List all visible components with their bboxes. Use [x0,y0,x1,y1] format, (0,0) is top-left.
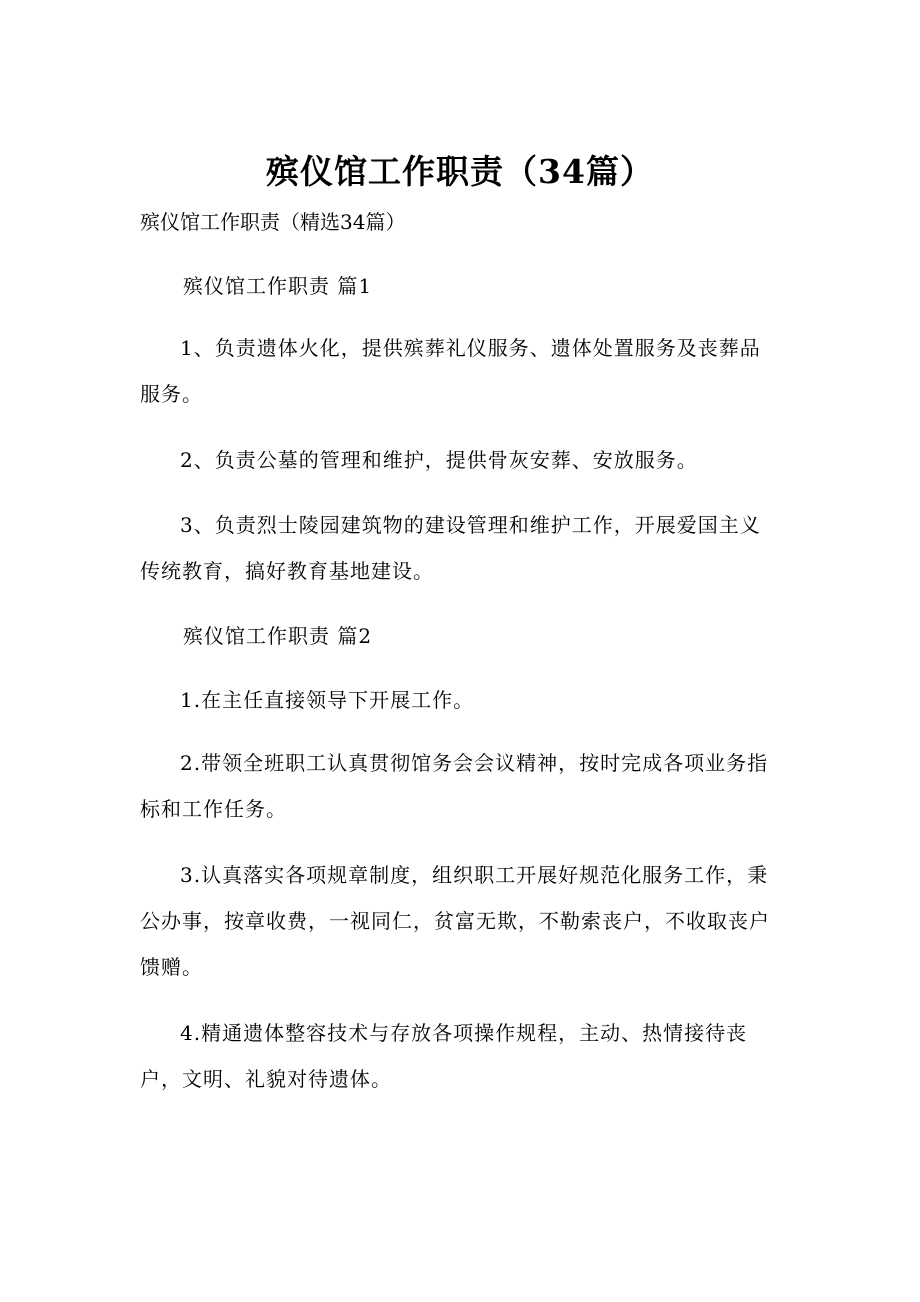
section1-item-1: 1、负责遗体火化，提供殡葬礼仪服务、遗体处置服务及丧葬品服务。 [140,336,761,406]
section2-item-1: 1.在主任直接领导下开展工作。 [180,688,475,712]
section2-item-3: 3.认真落实各项规章制度，组织职工开展好规范化服务工作，秉公办事，按章收费，一视同仁，贫富无欺，不勒索丧户，不收取丧户馈赠。 [140,863,770,979]
document-subtitle: 殡仪馆工作职责（精选34篇） [140,210,406,234]
section1-item-3: 3、负责烈士陵园建筑物的建设管理和维护工作，开展爱国主义传统教育，搞好教育基地建设。 [140,513,761,583]
section-heading-1: 殡仪馆工作职责 篇1 [183,274,373,298]
section1-item-2: 2、负责公墓的管理和维护，提供骨灰安葬、安放服务。 [180,448,698,472]
section2-item-2: 2.带领全班职工认真贯彻馆务会会议精神，按时完成各项业务指标和工作任务。 [140,751,769,821]
document-title: 殡仪馆工作职责（34篇） [266,152,654,191]
section2-item-4: 4.精通遗体整容技术与存放各项操作规程，主动、热情接待丧户，文明、礼貌对待遗体。 [140,1021,748,1091]
section-heading-2: 殡仪馆工作职责 篇2 [183,624,373,648]
